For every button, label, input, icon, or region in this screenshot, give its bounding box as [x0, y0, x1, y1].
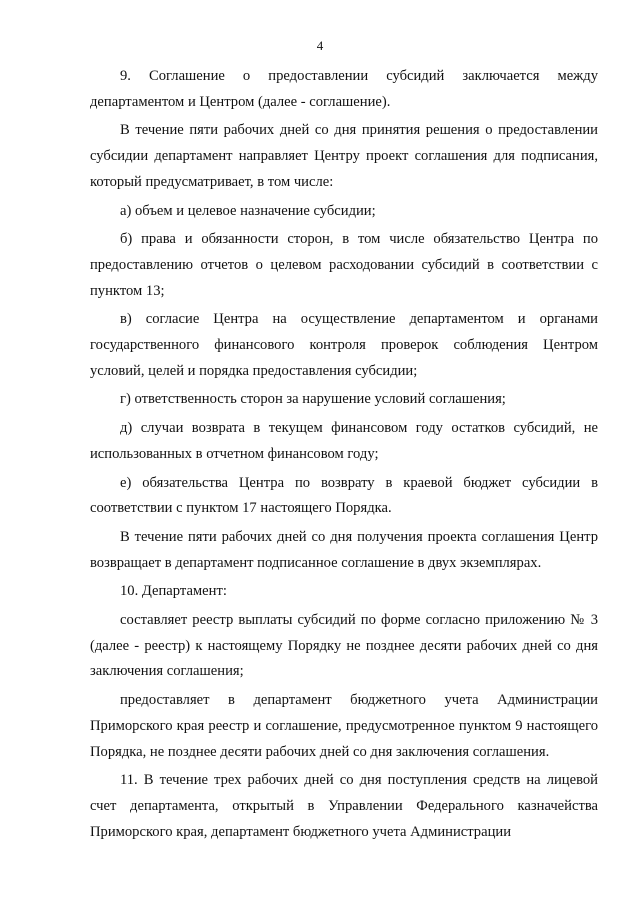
paragraph-10-submit: предоставляет в департамент бюджетного учета Администрации Приморского края реестр и соглашение, предусмотренное пунктом 9 настоящего Порядка, не позднее десяти рабочих дней со дня заключения соглашения.: [90, 692, 598, 760]
list-item-a: а) объем и целевое назначение субсидии;: [120, 202, 376, 219]
paragraph-draft-agreement: В течение пяти рабочих дней со дня принятия решения о предоставлении субсидии департамент направляет Центру проект соглашения для подписания, который предусматривает, в том числе:: [90, 122, 598, 190]
list-item-e: е) обязательства Центра по возврату в краевой бюджет субсидии в соответствии с пунктом 17 настоящего Порядка.: [90, 474, 598, 517]
paragraph-11: 11. В течение трех рабочих дней со дня поступления средств на лицевой счет департамента, открытый в Управлении Федерального казначейства Приморского края, департамент бюджетного учета Администрации: [90, 772, 598, 840]
list-item-b: б) права и обязанности сторон, в том числе обязательство Центра по предоставлению отчетов о целевом расходовании субсидий в соответствии с пунктом 13;: [90, 231, 598, 299]
paragraph-9-intro: 9. Соглашение о предоставлении субсидий заключается между департаментом и Центром (далее - соглашение).: [90, 68, 598, 110]
document-body: [90, 64, 598, 845]
paragraph-10-heading: 10. Департамент:: [120, 583, 227, 600]
list-item-g: г) ответственность сторон за нарушение условий соглашения;: [120, 391, 506, 408]
list-item-v: в) согласие Центра на осуществление департаментом и органами государственного финансового контроля проверок соблюдения Центром условий, целей и порядка предоставления субсидии;: [90, 311, 598, 379]
paragraph-10-registry: составляет реестр выплаты субсидий по форме согласно приложению № 3 (далее - реестр) к настоящему Порядку не позднее десяти рабочих дней со дня заключения соглашения;: [90, 612, 598, 680]
list-item-d: д) случаи возврата в текущем финансовом году остатков субсидий, не использованных в отчетном финансовом году;: [90, 420, 598, 462]
page-number: 4: [316, 38, 324, 53]
paragraph-return-agreement: В течение пяти рабочих дней со дня получения проекта соглашения Центр возвращает в департамент подписанное соглашение в двух экземплярах.: [90, 528, 598, 571]
